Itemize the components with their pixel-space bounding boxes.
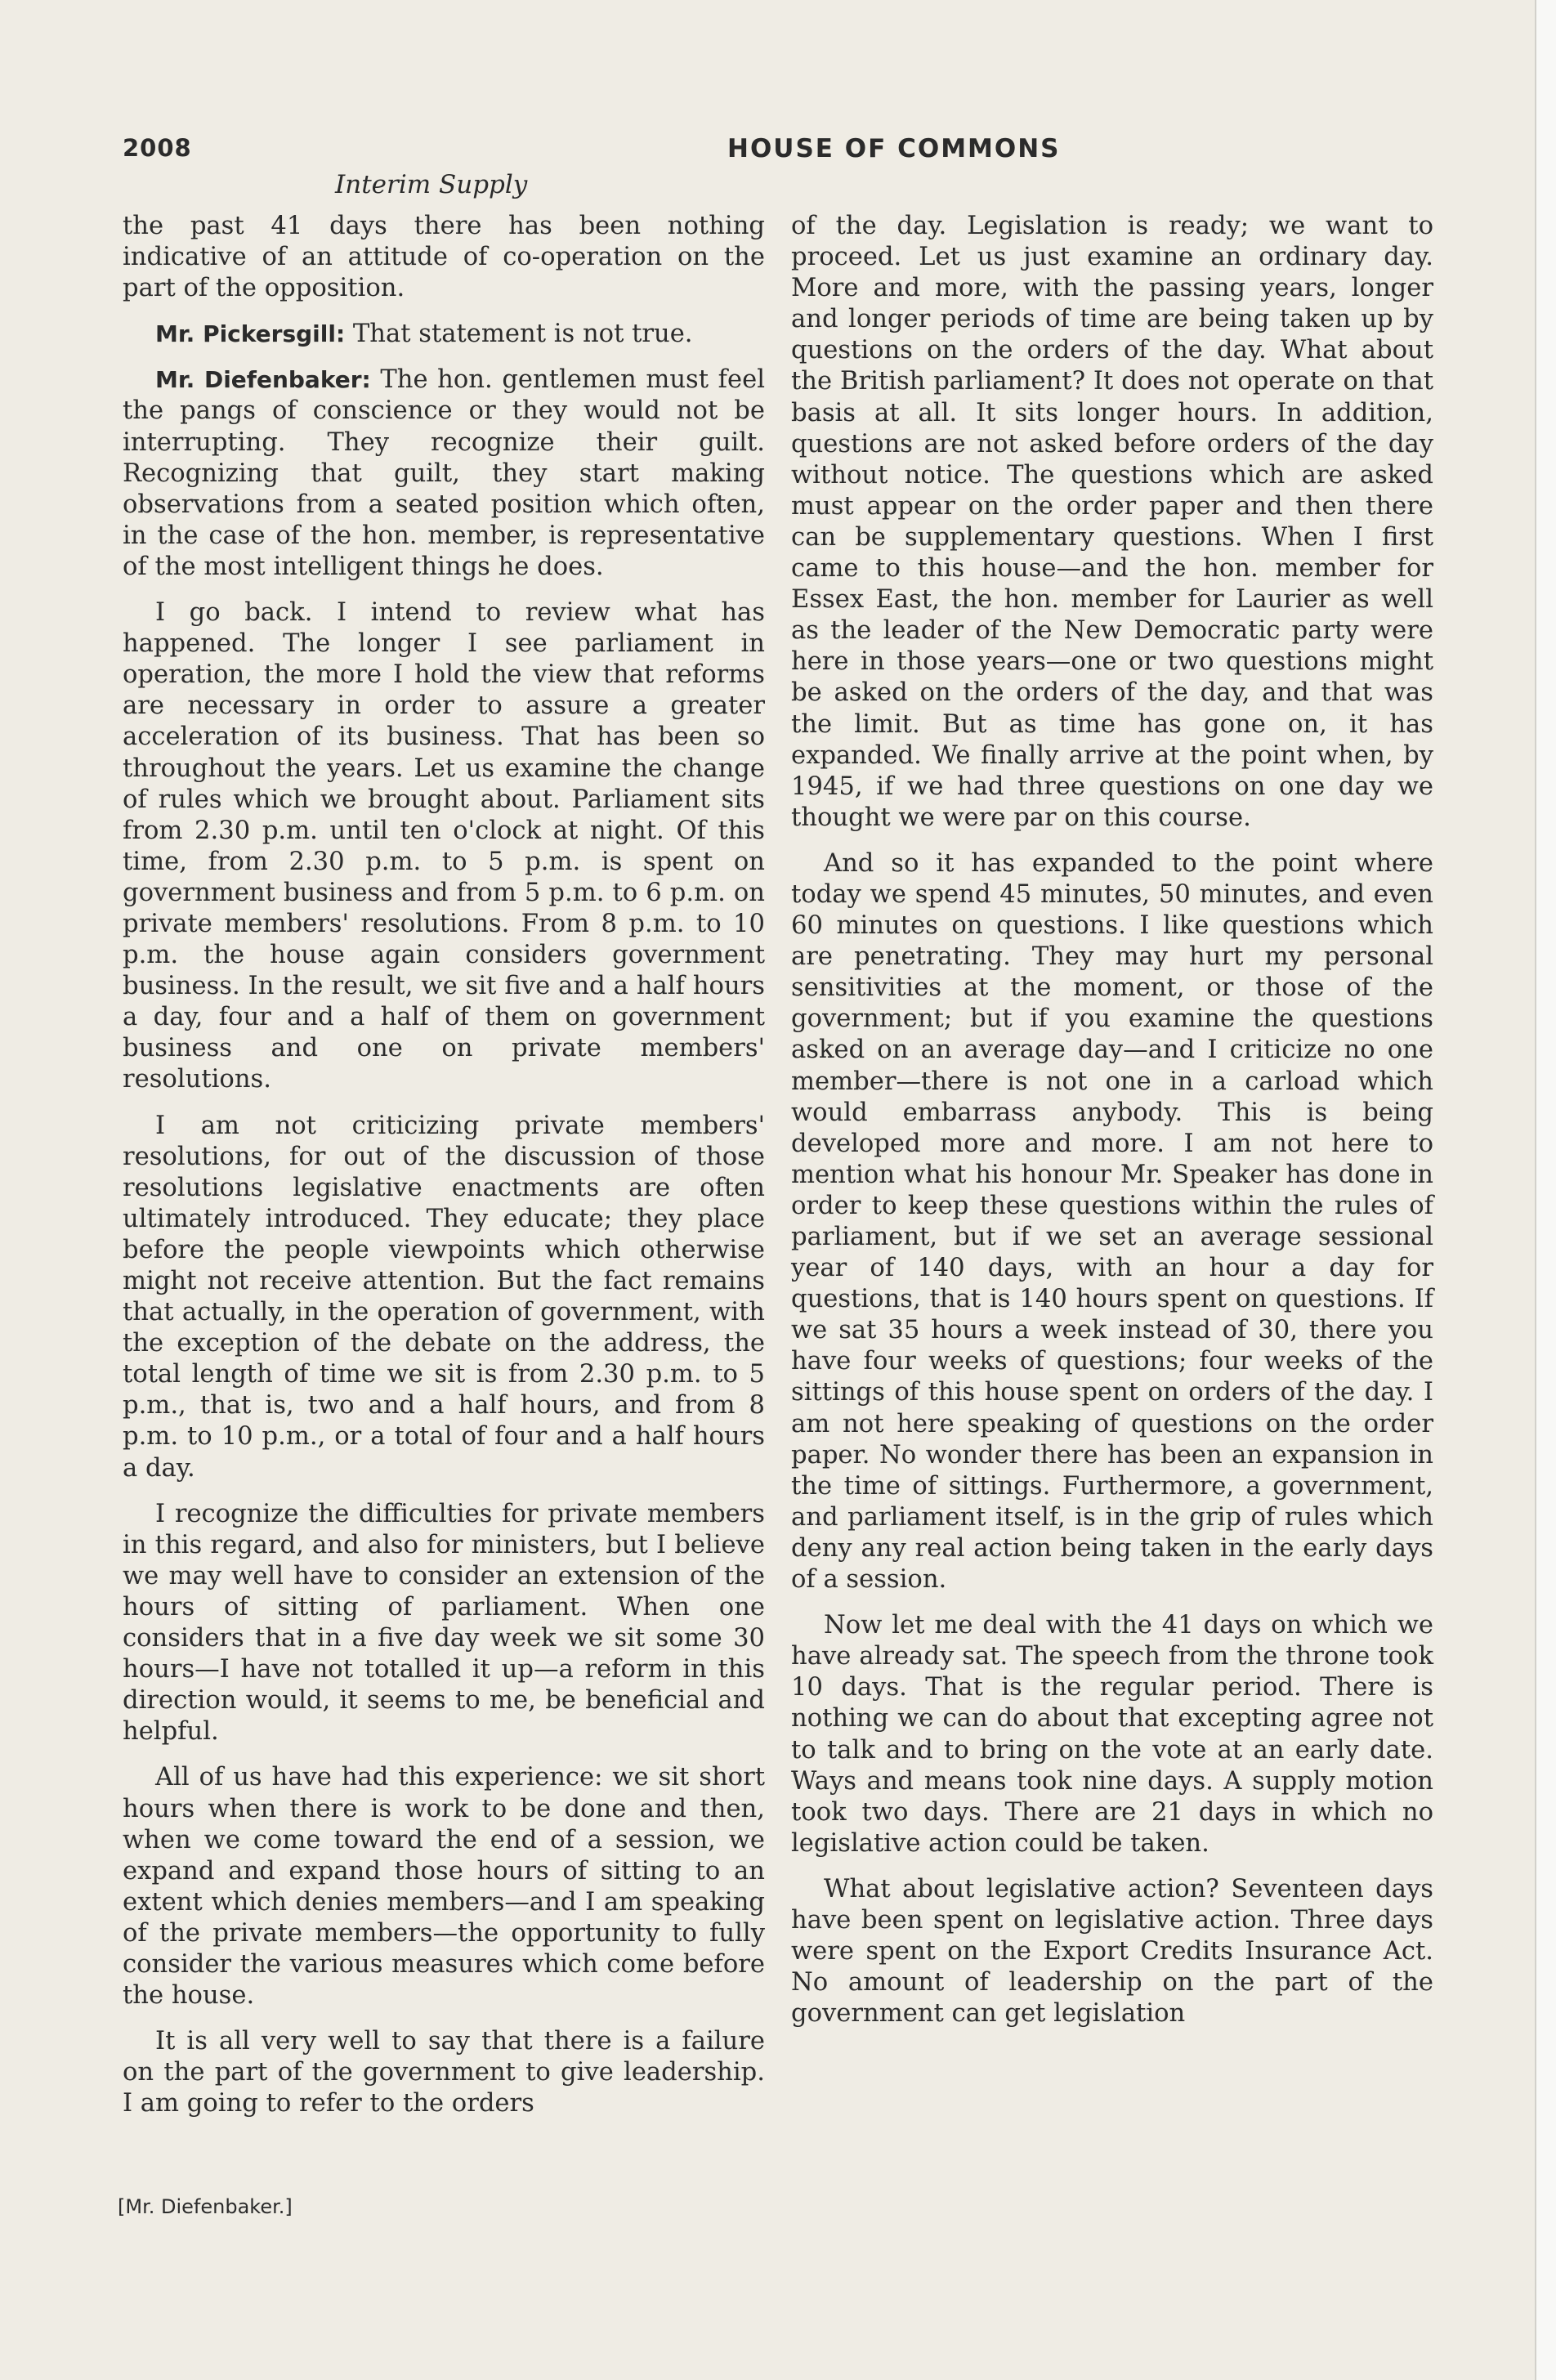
- section-title: Interim Supply: [335, 170, 528, 199]
- left-column: [123, 211, 765, 2134]
- speaker-name: Mr. Pickersgill:: [155, 320, 346, 348]
- page-edge: [1535, 0, 1556, 2380]
- paragraph: Now let me deal with the 41 days on which we have already sat. The speech from the throne took 10 days. That is the regular period. There is nothing we can do about that excepting agree not to talk and to bring on the vote at an early date. Ways and means took nine days. A supply motion took two days. There are 21 days in which no legislative action could be taken.: [791, 1611, 1433, 1858]
- paragraph: [123, 365, 765, 583]
- speech-text: That statement is not true.: [352, 320, 693, 349]
- right-column: [791, 211, 1433, 2044]
- paragraph: of the day. Legislation is ready; we want to proceed. Let us just examine an ordinary day. More and more, with the passing years, longer and longer periods of time are being taken up by questions on the orders of the day. What about the British parliament? It does not operate on that basis at all. It sits longer hours. In addition, questions are not asked before orders of the day without notice. The questions which are asked must appear on the order paper and then there can be supplementary questions. When I first came to this house—and the hon. member for Essex East, the hon. member for Laurier as well as the leader of the New Democratic party were here in those years—one or two questions might be asked on the orders of the day, and that was the limit. But as time has gone on, it has expanded. We finally arrive at the point when, by 1945, if we had three questions on one day we thought we were par on this course.: [791, 212, 1433, 832]
- paragraph: What about legislative action? Seventeen days have been spent on legislative action. Three days were spent on the Export Credits Insurance Act. No amount of leadership on the part of the government can get legislation: [791, 1874, 1433, 2029]
- page-number: 2008: [123, 134, 192, 162]
- paragraph: I recognize the difficulties for private members in this regard, and also for ministers, but I believe we may well have to consider an extension of the hours of sitting of parliament. When one considers that in a five day week we sit some 30 hours—I have not totalled it up—a reform in this direction would, it seems to me, be beneficial and helpful.: [123, 1499, 765, 1747]
- paragraph: the past 41 days there has been nothing indicative of an attitude of co-operation on the part of the opposition.: [123, 212, 765, 303]
- paragraph: I am not criticizing private members' resolutions, for out of the discussion of those resolutions legislative enactments are often ultimately introduced. They educate; they place before the people viewpoints which otherwise might not receive attention. But the fact remains that actually, in the operation of government, with the exception of the debate on the address, the total length of time we sit is from 2.30 p.m. to 5 p.m., that is, two and a half hours, and from 8 p.m. to 10 p.m., or a total of four and a half hours a day.: [123, 1111, 765, 1483]
- page-header: [123, 134, 1463, 173]
- paragraph: And so it has expanded to the point where today we spend 45 minutes, 50 minutes, and even 60 minutes on questions. I like questions which are penetrating. They may hurt my personal sensitivities at the moment, or those of the government; but if you examine the questions asked on an average day—and I criticize no one member—there is not one in a carload which would embarrass anybody. This is being developed more and more. I am not here to mention what his honour Mr. Speaker has done in order to keep these questions within the rules of parliament, but if we set an average sessional year of 140 days, with an hour a day for questions, that is 140 hours spent on questions. If we sat 35 hours a week instead of 30, there you have four weeks of questions; four weeks of the sittings of this house spent on orders of the day. I am not here speaking of questions on the order paper. No wonder there has been an expansion in the time of sittings. Furthermore, a government, and parliament itself, is in the grip of rules which deny any real action being taken in the early days of a session.: [791, 848, 1433, 1595]
- paragraph: It is all very well to say that there is a failure on the part of the government to give leadership. I am going to refer to the orders: [123, 2027, 765, 2118]
- speaker-attribution: [Mr. Diefenbaker.]: [118, 2195, 293, 2218]
- speech-text: The hon. gentlemen must feel the pangs of conscience or they would not be interrupting. They recognize their guilt. Recognizing that guilt, they start making observations from a seated position which often, in the case of the hon. member, is representative of the most intelligent things he does.: [123, 365, 765, 581]
- speaker-name: Mr. Diefenbaker:: [155, 366, 371, 394]
- paragraph: All of us have had this experience: we sit short hours when there is work to be done and then, when we come toward the end of a session, we expand and expand those hours of sitting to an extent which denies members—and I am speaking of the private members—the opportunity to fully consider the various measures which come before the house.: [123, 1763, 765, 2011]
- paragraph: I go back. I intend to review what has happened. The longer I see parliament in operation, the more I hold the view that reforms are necessary in order to assure a greater acceleration of its business. That has been so throughout the years. Let us examine the change of rules which we brought about. Parliament sits from 2.30 p.m. until ten o'clock at night. Of this time, from 2.30 p.m. to 5 p.m. is spent on government business and from 5 p.m. to 6 p.m. on private members' resolutions. From 8 p.m. to 10 p.m. the house again considers government business. In the result, we sit five and a half hours a day, four and a half of them on government business and one on private members' resolutions.: [123, 598, 765, 1094]
- paragraph: [123, 319, 765, 350]
- running-title: HOUSE OF COMMONS: [727, 134, 1061, 163]
